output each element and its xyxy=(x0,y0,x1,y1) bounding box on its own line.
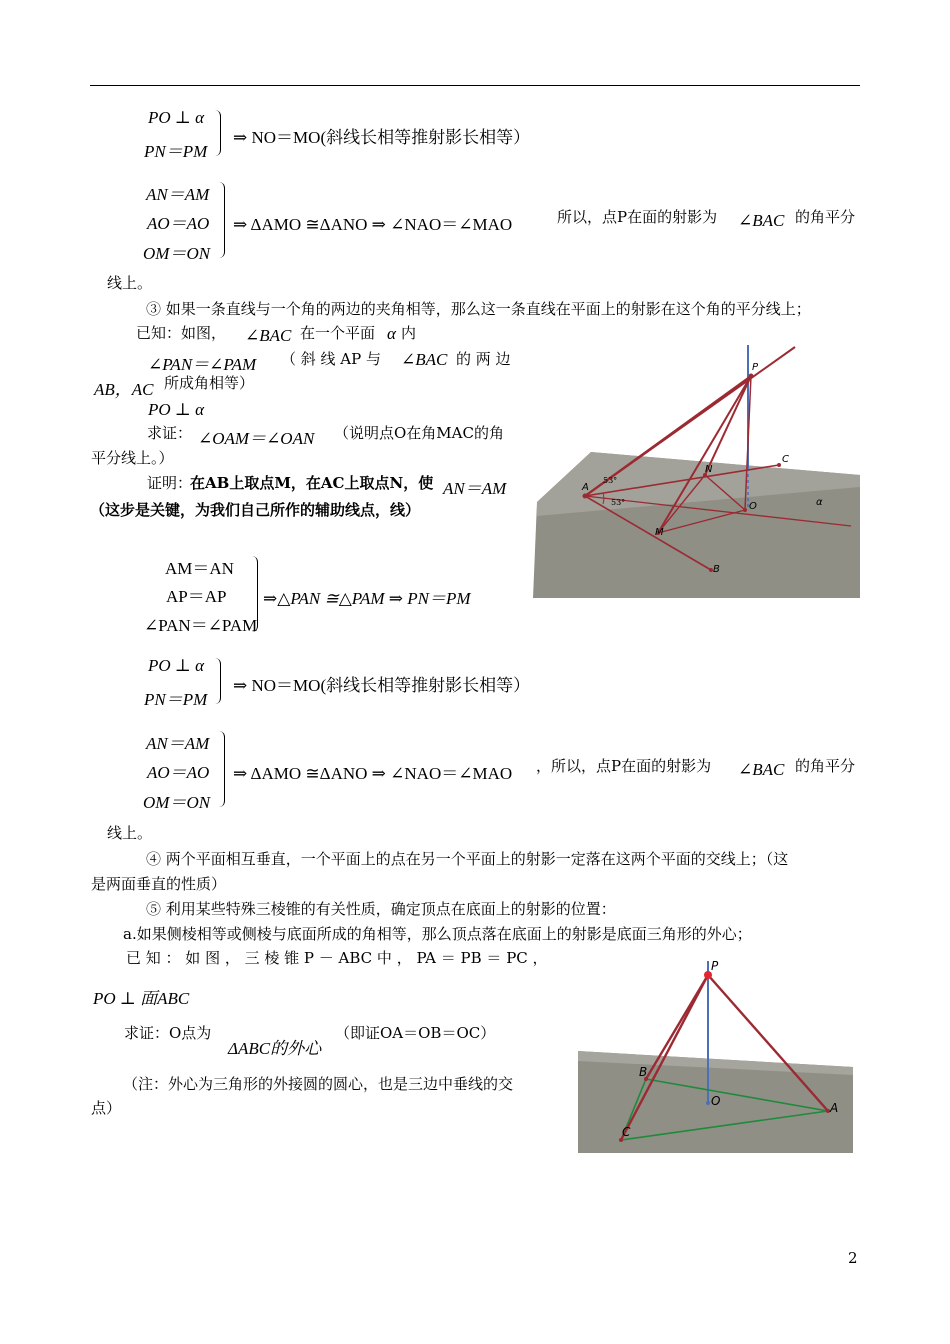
continuation-text: 线上。 xyxy=(107,824,153,842)
conclusion: ⇒ ΔAMO ≅ΔANO ⇒ ∠NAO＝∠MAO xyxy=(233,215,513,234)
condition-text: （ 斜 线 AP 与 xyxy=(281,350,381,368)
alpha-symbol: α xyxy=(387,324,396,343)
prove-label: 求证： xyxy=(147,424,193,442)
condition-line: OM＝ON xyxy=(143,244,211,263)
prove-text: （说明点O在角MAC的角 xyxy=(334,424,504,442)
condition-math: PO ⊥ α xyxy=(148,400,205,419)
conclusion-text: 的角平分 xyxy=(795,757,856,775)
condition-line: AO＝AO xyxy=(147,763,210,782)
condition-line: PO ⊥ α xyxy=(148,656,205,675)
condition-line: PN＝PM xyxy=(144,690,208,709)
conclusion-text: 的角平分 xyxy=(795,208,856,226)
conclusion: ⇒ NO＝MO(斜线长相等推射影长相等） xyxy=(233,676,531,695)
item-title: ⑤ 利用某些特殊三棱锥的有关性质，确定顶点在底面上的射影的位置： xyxy=(146,900,616,918)
proof-label: 证明： xyxy=(147,474,193,492)
prove-text: （即证OA＝OB＝OC） xyxy=(335,1024,496,1042)
condition-line: AP＝AP xyxy=(166,587,227,606)
label-o: O xyxy=(711,1094,721,1108)
header-rule xyxy=(90,85,860,86)
point-o xyxy=(706,1101,710,1105)
condition-line: AM＝AN xyxy=(165,559,234,578)
note-text: 点） xyxy=(91,1099,122,1117)
proof-note: （这步是关键，为我们自己所作的辅助线点，线） xyxy=(90,501,421,519)
label-m: M xyxy=(655,527,664,538)
given-text: 内 xyxy=(401,324,417,342)
item-text: ④ 两个平面相互垂直，一个平面上的点在另一个平面上的射影一定落在这两个平面的交线上；（这 xyxy=(146,850,789,868)
conclusion: ⇒△PAN ≅△PAM ⇒ PN＝PM xyxy=(263,589,471,608)
prove-math: ΔABC的外心 xyxy=(228,1039,322,1058)
label-n: N xyxy=(705,464,713,475)
label-a: A xyxy=(830,1101,839,1115)
page-number: 2 xyxy=(848,1249,858,1267)
prove-text: 平分线上。） xyxy=(91,449,174,467)
condition-text: 的 两 边 xyxy=(456,350,511,368)
right-brace xyxy=(251,556,258,632)
condition-line: ∠PAN＝∠PAM xyxy=(144,616,258,635)
right-brace xyxy=(218,182,225,258)
point-p xyxy=(749,374,754,379)
condition-math: AB，AC xyxy=(94,380,154,399)
label-p: P xyxy=(752,362,759,373)
continuation-text: 线上。 xyxy=(107,274,153,292)
figure-triangular-pyramid xyxy=(578,957,853,1153)
point-o xyxy=(743,508,747,512)
item-title: ③ 如果一条直线与一个角的两边的夹角相等，那么这一条直线在平面上的射影在这个角的平分线上； xyxy=(146,300,811,318)
label-c: C xyxy=(782,454,789,465)
angle-symbol: ∠BAC xyxy=(401,350,448,369)
conclusion-text: ，所以，点P在面的射影为 xyxy=(536,757,712,775)
given-text: 在一个平面 xyxy=(300,324,376,342)
figure-1-svg xyxy=(533,340,860,600)
condition-line: AO＝AO xyxy=(147,214,210,233)
point-a xyxy=(583,494,588,499)
angle-symbol: ∠BAC xyxy=(245,326,292,345)
label-p: P xyxy=(711,959,719,973)
angle-symbol: ∠BAC xyxy=(738,211,785,230)
prove-math: ∠OAM＝∠OAN xyxy=(198,429,315,448)
condition-line: OM＝ON xyxy=(143,793,211,812)
angle-label: 53° xyxy=(611,498,626,507)
given-text: 已知：如图， xyxy=(136,324,227,342)
right-brace xyxy=(214,110,221,156)
note-text: （注：外心为三角形的外接圆的圆心，也是三边中垂线的交 xyxy=(123,1075,514,1093)
condition-line: AN＝AM xyxy=(146,734,210,753)
right-brace xyxy=(214,658,221,704)
item-text: 是两面垂直的性质） xyxy=(91,875,227,893)
figure-oblique-line-plane xyxy=(533,340,860,600)
condition-line: PO ⊥ α xyxy=(148,108,205,127)
conclusion: ⇒ ΔAMO ≅ΔANO ⇒ ∠NAO＝∠MAO xyxy=(233,764,513,783)
label-c: C xyxy=(622,1125,631,1139)
label-b: B xyxy=(639,1065,648,1079)
label-b: B xyxy=(713,564,720,575)
right-brace xyxy=(218,731,225,807)
conclusion: ⇒ NO＝MO(斜线长相等推射影长相等） xyxy=(233,128,531,147)
condition-line: PN＝PM xyxy=(144,142,208,161)
given-math: PO ⊥ 面ABC xyxy=(93,989,190,1008)
given-text: 已 知 ： 如 图 ， 三 棱 锥 P － ABC 中 ， PA ＝ PB ＝ PC ， xyxy=(126,949,548,967)
condition-math: ∠PAN＝∠PAM xyxy=(148,355,257,374)
angle-symbol: ∠BAC xyxy=(738,760,785,779)
label-o: O xyxy=(749,501,757,512)
label-a: A xyxy=(582,482,589,493)
item-text: a.如果侧棱相等或侧棱与底面所成的角相等，那么顶点落在底面上的射影是底面三角形的外心； xyxy=(123,925,752,943)
point-c xyxy=(777,463,781,467)
prove-label: 求证：O点为 xyxy=(124,1024,212,1042)
conclusion-text: 所以，点P在面的射影为 xyxy=(557,208,718,226)
condition-line: AN＝AM xyxy=(146,185,210,204)
proof-math: AN＝AM xyxy=(443,479,507,498)
angle-label: 53° xyxy=(603,476,618,485)
label-alpha: α xyxy=(816,497,823,508)
figure-2-svg xyxy=(578,957,853,1153)
condition-text: 所成角相等） xyxy=(164,374,255,392)
proof-text: 在AB上取点M，在AC上取点N，使 xyxy=(190,474,434,492)
